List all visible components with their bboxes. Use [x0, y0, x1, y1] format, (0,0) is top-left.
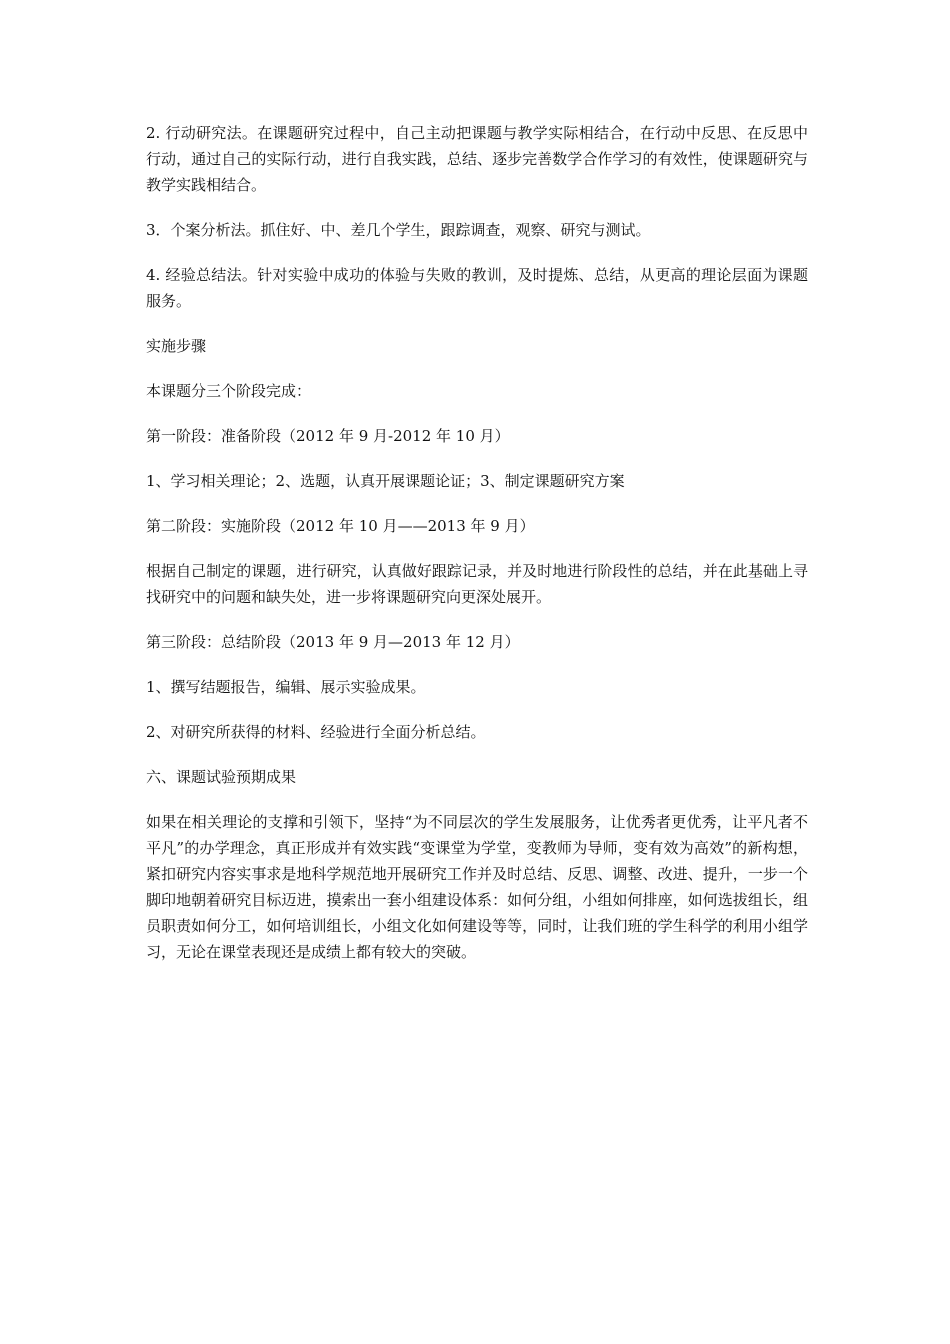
- heading-stage-three: 第三阶段：总结阶段（2013 年 9 月—2013 年 12 月）: [146, 633, 520, 651]
- document-body: [146, 120, 808, 984]
- paragraph-expected-results: 如果在相关理论的支撑和引领下，坚持“为不同层次的学生发展服务，让优秀者更优秀，让平凡者不平凡”的办学理念，真正形成并有效实践“变课堂为学堂，变教师为导师，变有效为高效”的新构想，紧扣研究内容实事求是地科学规范地开展研究工作并及时总结、反思、调整、改进、提升，一步一个脚印地朝着研究目标迈进，摸索出一套小组建设体系：如何分组，小组如何排座，如何选拔组长，组员职责如何分工，如何培训组长，小组文化如何建设等等，同时，让我们班的学生科学的利用小组学习，无论在课堂表现还是成绩上都有较大的突破。: [146, 813, 808, 961]
- heading-implementation-steps: 实施步骤: [146, 337, 207, 355]
- paragraph-stage-one-tasks: 1、学习相关理论；2、选题，认真开展课题论证；3、制定课题研究方案: [146, 472, 625, 490]
- paragraph-stage-three-task-one: 1、撰写结题报告，编辑、展示实验成果。: [146, 678, 426, 696]
- heading-expected-results: 六、课题试验预期成果: [146, 768, 297, 786]
- paragraph-three-stages: 本课题分三个阶段完成：: [146, 382, 312, 400]
- paragraph-case-analysis: 3．个案分析法。抓住好、中、差几个学生，跟踪调查，观察、研究与测试。: [146, 221, 651, 239]
- paragraph-stage-two-tasks: 根据自己制定的课题，进行研究，认真做好跟踪记录，并及时地进行阶段性的总结，并在此基础上寻找研究中的问题和缺失处，进一步将课题研究向更深处展开。: [146, 562, 808, 606]
- paragraph-stage-three-task-two: 2、对研究所获得的材料、经验进行全面分析总结。: [146, 723, 486, 741]
- heading-stage-one: 第一阶段：准备阶段（2012 年 9 月-2012 年 10 月）: [146, 427, 510, 445]
- paragraph-action-research: 2. 行动研究法。在课题研究过程中，自己主动把课题与教学实际相结合，在行动中反思、在反思中行动，通过自己的实际行动，进行自我实践，总结、逐步完善数学合作学习的有效性，使课题研究与教学实践相结合。: [146, 124, 808, 194]
- heading-stage-two: 第二阶段：实施阶段（2012 年 10 月——2013 年 9 月）: [146, 517, 535, 535]
- paragraph-experience-summary: 4. 经验总结法。针对实验中成功的体验与失败的教训，及时提炼、总结，从更高的理论层面为课题服务。: [146, 266, 808, 310]
